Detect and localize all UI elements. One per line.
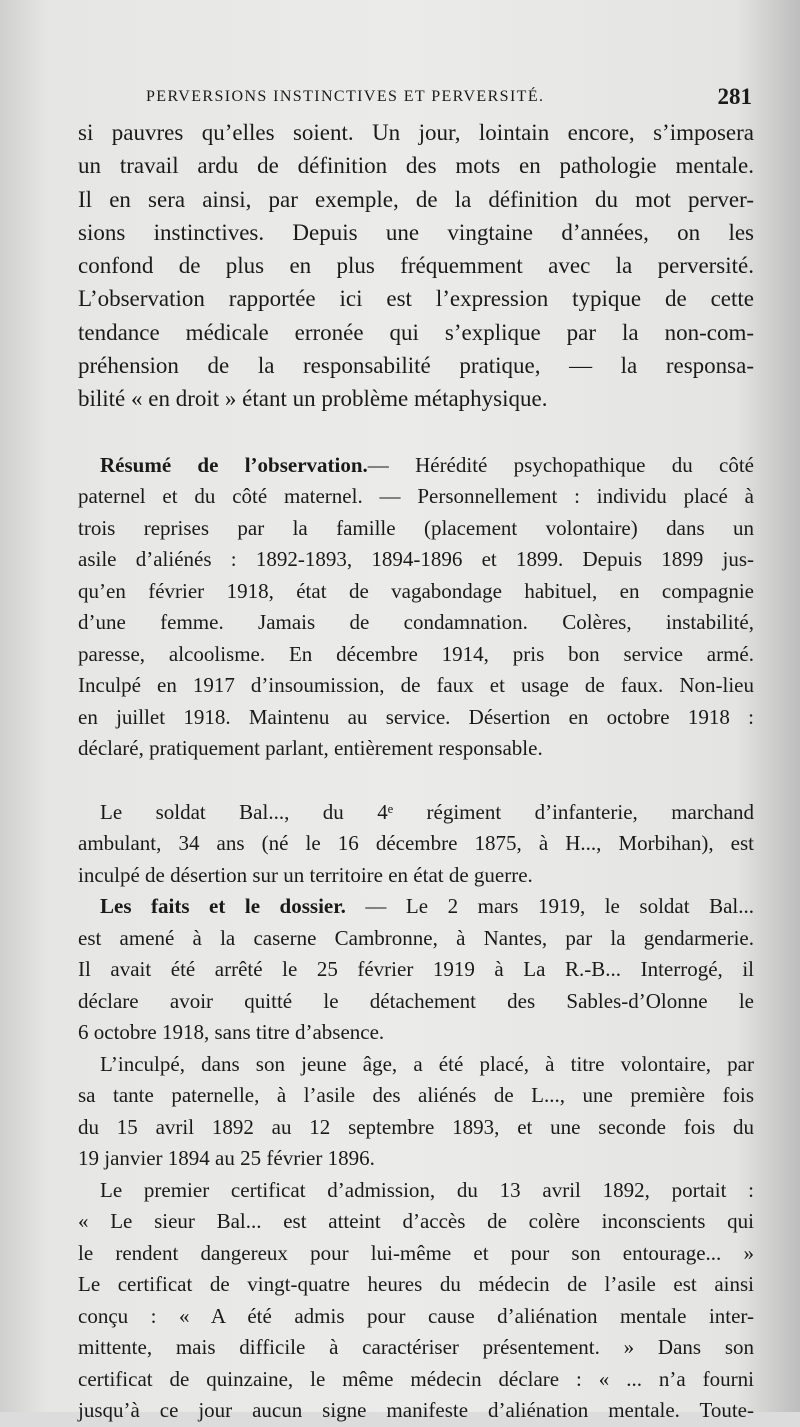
text-line: tendance médicale erronée qui s’explique par la non-com- xyxy=(78,319,754,345)
text-line: inculpé de désertion sur un territoire en état de guerre. xyxy=(78,862,533,887)
text-line: paternel et du côté maternel. — Personnellement : individu placé à xyxy=(78,484,754,509)
faits-heading: Les faits et le dossier. xyxy=(100,894,346,919)
body-text xyxy=(78,116,754,1427)
text-line: trois reprises par la famille (placement volontaire) dans un xyxy=(78,515,754,540)
faits-paragraph xyxy=(78,891,754,1049)
text-line: 6 octobre 1918, sans titre d’absence. xyxy=(78,1020,385,1045)
inculpe-paragraph xyxy=(78,1049,754,1175)
text-line: « Le sieur Bal... est atteint d’accès de colère inconscients qui xyxy=(78,1209,754,1234)
text-line: Il avait été arrêté le 25 février 1919 à La R.-B... Interrogé, il xyxy=(78,957,754,982)
text-line: L’observation rapportée ici est l’expression typique de cette xyxy=(78,286,754,312)
text-line: ambulant, 34 ans (né le 16 décembre 1875, à H..., Morbihan), est xyxy=(78,831,754,856)
text-line: mittente, mais difficile à caractériser présentement. » Dans son xyxy=(78,1335,754,1360)
text-line: sa tante paternelle, à l’asile des aliénés de L..., une première fois xyxy=(78,1083,754,1108)
intro-paragraph xyxy=(78,116,754,416)
text-line: en juillet 1918. Maintenu au service. Désertion en octobre 1918 : xyxy=(78,704,754,729)
text-line: jusqu’à ce jour aucun signe manifeste d’aliénation mentale. Toute- xyxy=(78,1398,754,1423)
text-line: sions instinctives. Depuis une vingtaine d’années, on les xyxy=(78,219,754,245)
resume-first-line xyxy=(78,450,754,482)
text-line: paresse, alcoolisme. En décembre 1914, pris bon service armé. xyxy=(78,641,754,666)
text-line: L’inculpé, dans son jeune âge, a été placé, à titre volontaire, par xyxy=(100,1051,754,1076)
page-number: 281 xyxy=(717,84,752,109)
text-line: si pauvres qu’elles soient. Un jour, lointain encore, s’imposera xyxy=(78,120,754,145)
text-line: Le soldat Bal..., du 4ᵉ régiment d’infanterie, marchand xyxy=(100,799,754,824)
running-title: PERVERSIONS INSTINCTIVES ET PERVERSITÉ. xyxy=(146,88,545,105)
text-line: est amené à la caserne Cambronne, à Nantes, par la gendarmerie. xyxy=(78,925,754,950)
text-line: déclare avoir quitté le détachement des Sables-d’Olonne le xyxy=(78,988,754,1013)
soldier-paragraph xyxy=(78,797,754,892)
text-line: Le certificat de vingt-quatre heures du médecin de l’asile est ainsi xyxy=(78,1272,754,1297)
text-line: 19 janvier 1894 au 25 février 1896. xyxy=(78,1146,375,1171)
text-line: confond de plus en plus fréquemment avec la perversité. xyxy=(78,253,754,279)
text-line: Il en sera ainsi, par exemple, de la définition du mot perver- xyxy=(78,186,754,212)
resume-heading-rest: — Hérédité psychopathique du côté xyxy=(367,452,754,477)
certificat-paragraph xyxy=(78,1175,754,1427)
text-line: asile d’aliénés : 1892-1893, 1894-1896 et 1899. Depuis 1899 jus- xyxy=(78,547,754,572)
text-line: bilité « en droit » étant un problème métaphysique. xyxy=(78,386,548,412)
resume-heading: Résumé de l’observation. xyxy=(100,452,368,477)
text-line: Inculpé en 1917 d’insoumission, de faux et usage de faux. Non-lieu xyxy=(78,673,754,698)
text-line: qu’en février 1918, état de vagabondage habituel, en compagnie xyxy=(78,578,754,603)
text-line: d’une femme. Jamais de condamnation. Colères, instabilité, xyxy=(78,610,754,635)
faits-first-line xyxy=(78,891,754,923)
text-line: Le premier certificat d’admission, du 13 avril 1892, portait : xyxy=(100,1177,754,1202)
text-line: préhension de la responsabilité pratique, — la responsa- xyxy=(78,353,754,379)
text-line: déclaré, pratiquement parlant, entièrement responsable. xyxy=(78,736,543,761)
resume-paragraph xyxy=(78,450,754,765)
text-line: le rendent dangereux pour lui-même et pour son entourage... » xyxy=(78,1240,754,1265)
running-head xyxy=(146,84,752,114)
text-line: du 15 avril 1892 au 12 septembre 1893, et une seconde fois du xyxy=(78,1114,754,1139)
faits-heading-rest: — Le 2 mars 1919, le soldat Bal... xyxy=(345,894,754,919)
text-line: conçu : « A été admis pour cause d’aliénation mentale inter- xyxy=(78,1303,754,1328)
text-line: certificat de quinzaine, le même médecin déclare : « ... n’a fourni xyxy=(78,1366,754,1391)
text-line: un travail ardu de définition des mots en pathologie mentale. xyxy=(78,153,754,179)
